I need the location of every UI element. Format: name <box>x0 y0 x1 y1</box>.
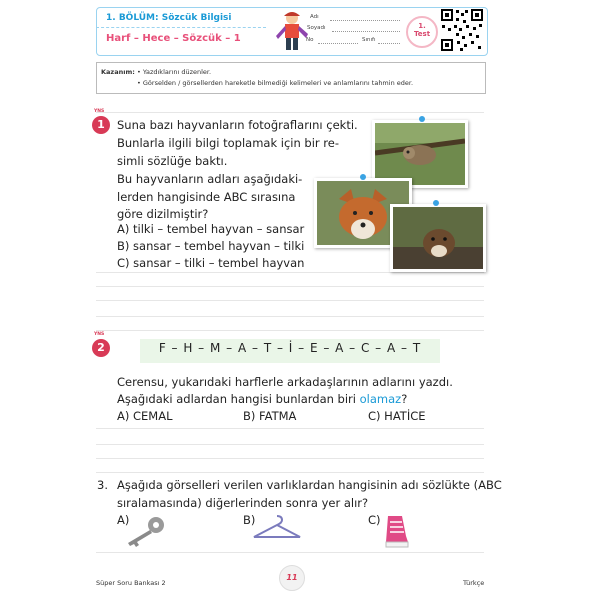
q2-number-badge: 2 <box>92 339 110 357</box>
q3-option-b-label[interactable]: B) <box>243 513 256 527</box>
q1-line-4: Bu hayvanların adları aşağıdaki- <box>117 172 303 186</box>
test-number: 1. <box>418 22 426 30</box>
q2-line-1: Cerensu, yukarıdaki harflerle arkadaşlarının adlarını yazdı. <box>117 375 453 389</box>
test-label: Test <box>413 30 431 38</box>
kazanim-item-2: • Görselden / görsellerden hareketle bilmediği kelimeleri ve anlamlarını tahmin eder. <box>137 79 414 87</box>
ruled-line <box>96 112 484 113</box>
pin-icon <box>433 200 439 206</box>
pin-icon <box>360 174 366 180</box>
q1-line-3: simli sözlüğe baktı. <box>117 154 228 168</box>
ruled-line <box>96 552 484 553</box>
field-label-ad: Adı <box>310 14 319 20</box>
ruled-line <box>96 300 484 301</box>
q1-option-b[interactable]: B) sansar – tembel hayvan – tilki <box>117 239 305 253</box>
q2-badge-caption: YNS <box>94 332 105 337</box>
q2-line-2-post: ? <box>401 392 408 406</box>
q2-line-2-pre: Aşağıdaki adlardan hangisi bunlardan biri <box>117 392 360 406</box>
field-line-ad[interactable] <box>330 20 400 21</box>
q3-line-1: Aşağıda görselleri verilen varlıklardan hangisinin adı sözlükte (ABC <box>117 478 502 492</box>
q3-line-2: sıralamasında) diğerlerinden sonra yer alır? <box>117 496 369 510</box>
q3-number: 3. <box>97 478 108 492</box>
q2-line-2 <box>117 392 407 406</box>
field-line-no[interactable] <box>318 43 358 44</box>
page-number: 11 <box>279 565 305 591</box>
field-label-soyad: Soyadı <box>307 25 326 31</box>
hanger-icon <box>252 514 302 542</box>
ruled-line <box>96 330 484 331</box>
ruled-line <box>96 428 484 429</box>
section-title: 1. BÖLÜM: Sözcük Bilgisi <box>106 13 232 23</box>
ruled-line <box>96 444 484 445</box>
kazanim-box <box>96 62 486 94</box>
field-label-no: No <box>306 37 314 43</box>
ruled-line <box>96 316 484 317</box>
kazanim-label: Kazanım: <box>101 68 135 76</box>
q1-option-c[interactable]: C) sansar – tilki – tembel hayvan <box>117 256 305 270</box>
field-line-soyad[interactable] <box>332 31 400 32</box>
pin-icon <box>419 116 425 122</box>
letter-sequence: F – H – M – A – T – İ – E – A – C – A – T <box>158 341 422 355</box>
q1-line-1: Suna bazı hayvanların fotoğraflarını çekti. <box>117 118 358 132</box>
marten-image <box>393 207 483 269</box>
q2-option-b[interactable]: B) FATMA <box>243 409 297 423</box>
q1-option-a[interactable]: A) tilki – tembel hayvan – sansar <box>117 222 305 236</box>
q2-option-a[interactable]: A) CEMAL <box>117 409 173 423</box>
kazanim-item-1: • Yazdıklarını düzenler. <box>137 68 212 76</box>
ruled-line <box>96 472 484 473</box>
ruled-line <box>96 458 484 459</box>
ruled-line <box>96 286 484 287</box>
q2-emphasis: olamaz <box>359 392 402 406</box>
topic-title: Harf – Hece – Sözcük – 1 <box>106 33 241 44</box>
header-divider <box>96 27 266 28</box>
test-badge <box>406 16 438 48</box>
footer-subject: Türkçe <box>463 579 485 587</box>
q1-line-6: göre dizilmiştir? <box>117 207 209 221</box>
shoe-icon <box>382 512 412 550</box>
q1-number-badge: 1 <box>92 116 110 134</box>
q1-line-2: Bunlarla ilgili bilgi toplamak için bir re- <box>117 136 339 150</box>
footer-book-title: Süper Soru Bankası 2 <box>96 579 166 587</box>
q3-option-a-label[interactable]: A) <box>117 513 130 527</box>
field-line-sinif[interactable] <box>378 43 400 44</box>
q1-line-5: lerden hangisinde ABC sırasına <box>117 190 296 204</box>
character-illustration <box>272 8 312 54</box>
q2-option-c[interactable]: C) HATİCE <box>368 409 426 423</box>
marten-photo <box>390 204 486 272</box>
sloth-image <box>375 123 465 185</box>
qr-code-icon <box>440 8 484 52</box>
key-icon <box>124 515 166 547</box>
q3-option-c-label[interactable]: C) <box>368 513 381 527</box>
q1-badge-caption: YNS <box>94 109 105 114</box>
field-label-sinif: Sınıfı <box>362 37 376 43</box>
